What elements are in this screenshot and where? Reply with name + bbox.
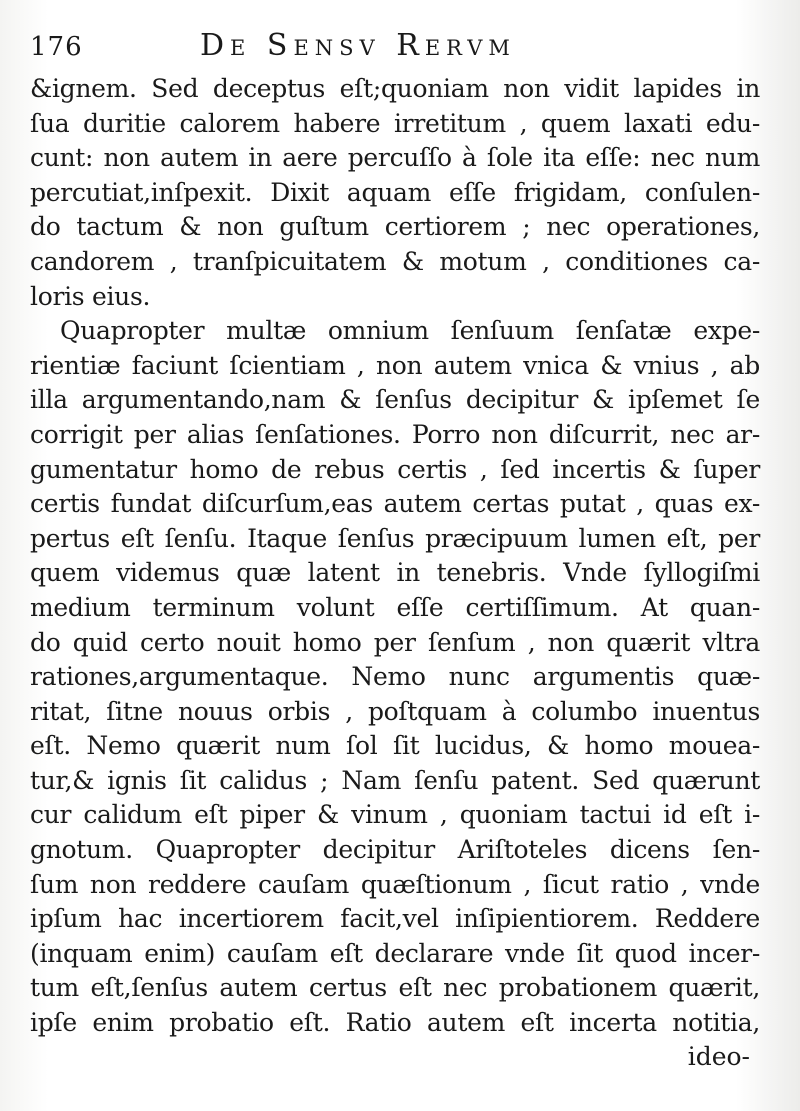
text-line: pertus eſt ſenſu. Itaque ſenſus præcipuum lumen eſt, per	[30, 523, 760, 553]
paragraph-start-line: Quapropter multæ omnium ſenſuum ſenſatæ expe-	[60, 316, 760, 346]
text-line: corrigit per alias ſenſationes. Porro non diſcurrit, nec ar-	[30, 419, 760, 449]
text-line: percutiat,inſpexit. Dixit aquam eſſe frigidam, conſulen-	[30, 177, 760, 207]
text-line: do quid certo nouit homo per ſenſum , non quærit vltra	[30, 627, 760, 657]
text-line: rientiæ faciunt ſcientiam , non autem vnica & vnius , ab	[30, 350, 760, 380]
catchword: ideo-	[687, 1042, 750, 1071]
running-head	[24, 26, 764, 66]
text-line: certis fundat diſcurſum,eas autem certas putat , quas ex-	[30, 489, 760, 519]
text-line: do tactum & non guſtum certiorem ; nec operationes,	[30, 212, 760, 242]
text-line: candorem , tranſpicuitatem & motum , conditiones ca-	[30, 246, 760, 276]
running-title: De Sensv Rervm	[200, 28, 516, 63]
text-line: gnotum. Quapropter decipitur Ariſtoteles dicens ſen-	[30, 835, 760, 865]
text-line: gumentatur homo de rebus certis , ſed incertis & ſuper	[30, 454, 760, 484]
text-line: ſua duritie calorem habere irretitum , quem laxati edu-	[30, 108, 760, 138]
text-line: rationes,argumentaque. Nemo nunc argumentis quæ-	[30, 662, 760, 692]
text-line: (inquam enim) cauſam eſt declarare vnde ſit quod incer-	[30, 938, 760, 968]
text-line: ſum non reddere cauſam quæſtionum , ſicut ratio , vnde	[30, 869, 760, 899]
text-line: tum eſt,ſenſus autem certus eſt nec probationem quærit,	[30, 973, 760, 1003]
text-line: &ignem. Sed deceptus eſt;quoniam non vidit lapides in	[30, 74, 760, 103]
text-line: illa argumentando,nam & ſenſus decipitur & ipſemet ſe	[30, 385, 760, 415]
text-line: ipſum hac incertiorem facit,vel inſipientiorem. Reddere	[30, 904, 760, 934]
text-line: cunt: non autem in aere percuſſo à ſole ita eſſe: nec num	[30, 143, 760, 173]
page-number: 176	[30, 32, 83, 62]
text-line: quem videmus quæ latent in tenebris. Vnde ſyllogiſmi	[30, 558, 760, 588]
body-text	[30, 72, 760, 1041]
text-line: ritat, ſitne nouus orbis , poſtquam à columbo inuentus	[30, 696, 760, 726]
text-line: cur calidum eſt piper & vinum , quoniam tactui id eſt i-	[30, 800, 760, 830]
text-line: ipſe enim probatio eſt. Ratio autem eſt incerta notitia,	[30, 1008, 760, 1038]
text-line: loris eius.	[30, 281, 151, 311]
text-line: medium terminum volunt eſſe certiſſimum. At quan-	[30, 592, 760, 622]
text-line: eſt. Nemo quærit num ſol ſit lucidus, & homo moueа-	[30, 731, 760, 761]
text-line: tur,& ignis ſit calidus ; Nam ſenſu patent. Sed quærunt	[30, 765, 760, 795]
